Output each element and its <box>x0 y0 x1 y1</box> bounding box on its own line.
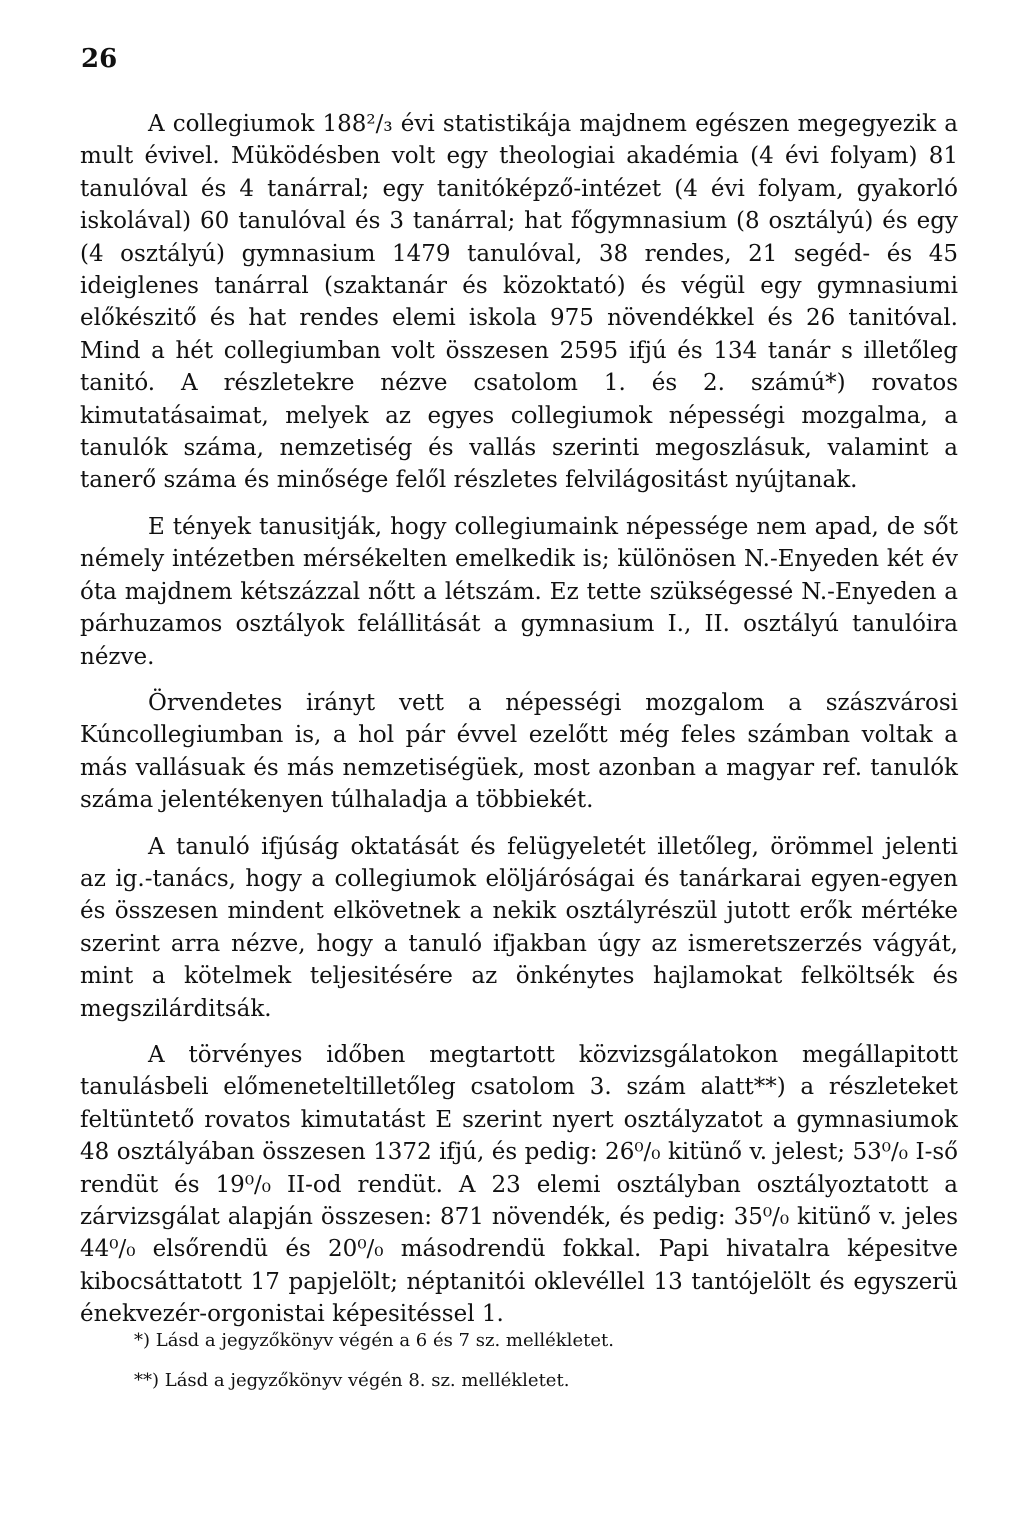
paragraph-5: A törvényes időben megtartott közvizsgálatokon megállapitott tanulásbeli előmeneteltilletőleg csatolom 3. szám alatt**) a részleteket feltüntető rovatos kimutatást E szerint nyert osztályzatot a gymnasiumok 48 osztályában összesen 1372 ifjú, és pedig: 26⁰/₀ kitünő v. jelest; 53⁰/₀ I-ső rendüt és 19⁰/₀ II-od rendüt. A 23 elemi osztályban osztályoztatott a zárvizsgálat alapján összesen: 871 növendék, és pedig: 35⁰/₀ kitünő v. jeles 44⁰/₀ elsőrendü és 20⁰/₀ másodrendü fokkal. Papi hivatalra képesitve kibocsáttatott 17 papjelölt; néptanitói oklevéllel 13 tantójelölt és egyszerü énekvezér-orgonistai képesitéssel 1. <box>80 1041 958 1328</box>
footnote-1: *) Lásd a jegyzőkönyv végén a 6 és 7 sz. mellékletet. <box>134 1330 614 1351</box>
paragraph-2: E tények tanusitják, hogy collegiumaink népessége nem apad, de sőt némely intézetben mérsékelten emelkedik is; különösen N.-Enyeden két év óta majdnem kétszázzal nőtt a létszám. Ez tette szükségessé N.-Enyeden a párhuzamos osztályok felállitását a gymnasium I., II. osztályú tanulóira nézve. <box>80 513 958 670</box>
paragraph-3: Örvendetes irányt vett a népességi mozgalom a szászvárosi Kúncollegiumban is, a hol pár évvel ezelőtt még feles számban voltak a más vallásuak és más nemzetiségüek, most azonban a magyar ref. tanulók száma jelentékenyen túlhaladja a többiekét. <box>80 689 958 814</box>
footnote-2: **) Lásd a jegyzőkönyv végén 8. sz. mellékletet. <box>134 1370 570 1391</box>
paragraph-1: A collegiumok 188²/₃ évi statistikája majdnem egészen megegyezik a mult évivel. Müködésben volt egy theologiai akadémia (4 évi folyam) 81 tanulóval és 4 tanárral; egy tanitóképző-intézet (4 évi folyam, gyakorló iskolával) 60 tanulóval és 3 tanárral; hat főgymnasium (8 osztályú) és egy (4 osztályú) gymnasium 1479 tanulóval, 38 rendes, 21 segéd- és 45 ideiglenes tanárral (szaktanár és közoktató) és végül egy gymnasiumi előkészitő és hat rendes elemi iskola 975 növendékkel és 26 tanitóval. Mind a hét collegiumban volt összesen 2595 ifjú és 134 tanár s illetőleg tanitó. A részletekre nézve csatolom 1. és 2. számú*) rovatos kimutatásaimat, melyek az egyes collegiumok népességi mozgalma, a tanulók száma, nemzetiség és vallás szerinti megoszlásuk, valamint a tanerő száma és minősége felől részletes felvilágositást nyújtanak. <box>80 111 958 494</box>
body-text <box>80 108 958 1331</box>
paragraph-4: A tanuló ifjúság oktatását és felügyeletét illetőleg, örömmel jelenti az ig.-tanács, hogy a collegiumok elöljáróságai és tanárkarai egyen-egyen és összesen mindent elkövetnek a nekik osztályrészül jutott erők mértéke szerint arra nézve, hogy a tanuló ifjakban úgy az ismeretszerzés vágyát, mint a kötelmek teljesitésére az önkénytes hajlamokat felköltsék és megszilárditsák. <box>80 833 958 1022</box>
footnotes <box>0 1330 1024 1430</box>
page-number: 26 <box>81 44 118 74</box>
